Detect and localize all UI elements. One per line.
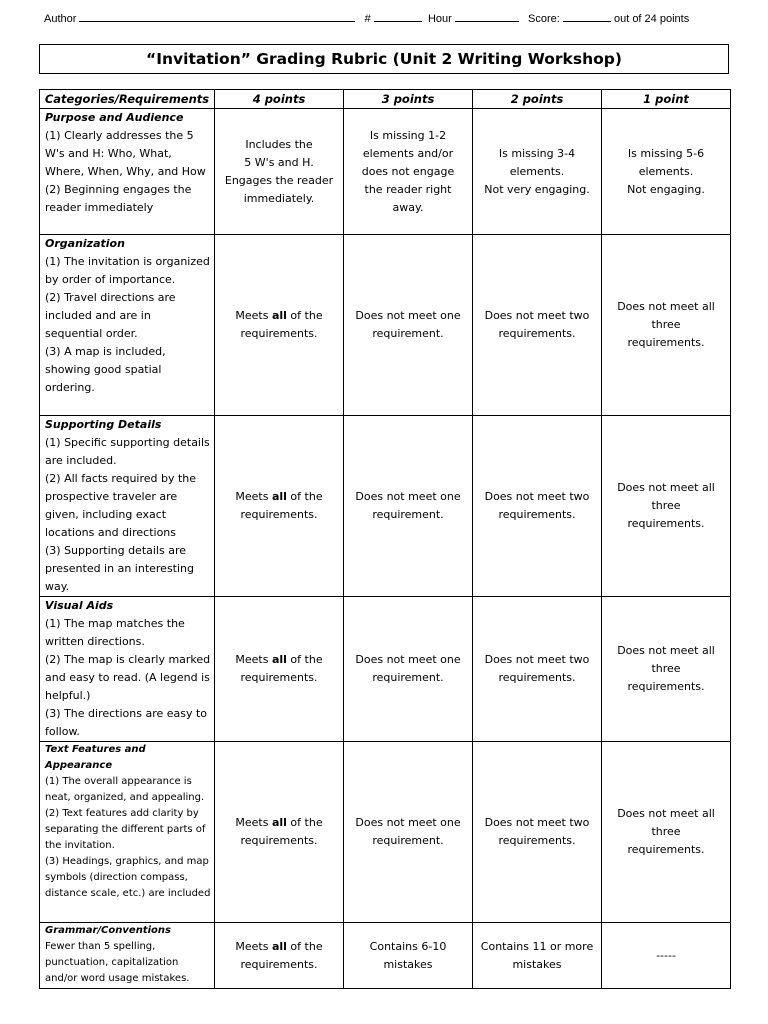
cell-text: three (651, 499, 681, 512)
score-blank[interactable] (563, 11, 611, 22)
cell-text: Does not meet all (617, 300, 715, 313)
cell-text: Does not meet all (617, 807, 715, 820)
cell-text-bold: all (271, 653, 287, 666)
table-row (40, 235, 731, 416)
cell-text-bold: all (271, 816, 287, 829)
requirement-item: (2) Text features add clarity by separating the different parts of the invitation. (45, 808, 206, 851)
requirement-item: (2) Beginning engages the reader immediately (45, 183, 192, 214)
requirements-cell (40, 235, 215, 416)
requirements-cell (40, 416, 215, 597)
cell-text: requirements. (498, 671, 576, 684)
score-cell-1-point (602, 923, 731, 989)
cell-text: Contains 6-10 (369, 939, 447, 953)
cell-text: Is missing 1-2 (369, 128, 447, 142)
score-cell-2-points (473, 597, 602, 742)
score-cell-2-points (473, 109, 602, 235)
cell-text: Does not meet two (484, 309, 590, 322)
score-cell-4-points (215, 416, 344, 597)
requirement-item: (1) Clearly addresses the 5 W's and H: Who, What, Where, When, Why, and How (45, 129, 206, 178)
requirement-item: (2) All facts required by the prospective traveler are given, including exact locations and directions (45, 472, 197, 539)
cell-text: of the requirements. (240, 816, 323, 847)
cell-text: mistakes (512, 957, 562, 971)
cell-text: requirement. (372, 671, 444, 684)
cell-text: Does not meet two (484, 816, 590, 829)
cell-text: Does not meet one (355, 490, 461, 503)
cell-text: of the requirements. (240, 490, 323, 521)
column-header-4-points: 4 points (215, 90, 344, 109)
cell-text: Does not meet two (484, 490, 590, 503)
cell-text: of the requirements. (240, 939, 323, 971)
cell-text: Meets (235, 816, 272, 829)
cell-text: mistakes (383, 957, 433, 971)
cell-text: ----- (656, 948, 676, 962)
table-row (40, 416, 731, 597)
score-suffix: out of 24 points (613, 13, 690, 25)
author-label: Author (44, 13, 77, 25)
cell-text: Meets (235, 653, 272, 666)
cell-text: Not engaging. (627, 182, 705, 196)
requirements-cell (40, 923, 215, 989)
category-name: Text Features and Appearance (45, 744, 146, 771)
requirement-item: (1) The map matches the written directions. (45, 617, 185, 648)
table-row (40, 597, 731, 742)
cell-text: Meets (235, 309, 272, 322)
table-row (40, 109, 731, 235)
score-cell-3-points (344, 109, 473, 235)
score-cell-2-points (473, 742, 602, 923)
requirement-item: (3) Supporting details are presented in an interesting way. (45, 544, 195, 593)
category-name: Organization (45, 237, 125, 250)
cell-text: requirements. (498, 508, 576, 521)
requirement-item: (3) The directions are easy to follow. (45, 707, 208, 738)
cell-text: 5 W's and H. (244, 155, 314, 169)
author-blank[interactable] (79, 11, 355, 22)
table-row (40, 742, 731, 923)
cell-text: Does not meet one (355, 653, 461, 666)
cell-text: immediately. (243, 191, 315, 205)
score-cell-3-points (344, 923, 473, 989)
header-row (40, 90, 731, 109)
hour-blank[interactable] (455, 11, 519, 22)
cell-text: elements. (509, 164, 565, 178)
score-cell-1-point (602, 235, 731, 416)
score-cell-1-point (602, 742, 731, 923)
cell-text: Not very engaging. (484, 182, 590, 196)
cell-text-bold: all (271, 939, 287, 953)
cell-text: three (651, 662, 681, 675)
score-cell-4-points (215, 109, 344, 235)
cell-text: Meets (235, 490, 272, 503)
score-cell-4-points (215, 597, 344, 742)
number-label: # (364, 13, 371, 25)
column-header-1-point: 1 point (602, 90, 731, 109)
category-name: Supporting Details (45, 418, 162, 431)
hour-label: Hour (427, 13, 452, 25)
cell-text: three (651, 318, 681, 331)
score-cell-3-points (344, 742, 473, 923)
requirements-cell (40, 742, 215, 923)
cell-text: of the requirements. (240, 309, 323, 340)
cell-text: Does not meet one (355, 309, 461, 322)
cell-text: requirements. (498, 834, 576, 847)
score-cell-4-points (215, 923, 344, 989)
cell-text-bold: all (271, 490, 287, 503)
cell-text: Contains 11 or more (480, 939, 594, 953)
cell-text: Does not meet one (355, 816, 461, 829)
cell-text: requirement. (372, 327, 444, 340)
requirement-item: (3) A map is included, showing good spatial ordering. (45, 345, 166, 394)
score-label: Score: (528, 13, 560, 25)
cell-text: away. (392, 200, 424, 214)
cell-text: requirements. (627, 336, 705, 349)
score-cell-3-points (344, 235, 473, 416)
cell-text: requirements. (498, 327, 576, 340)
number-blank[interactable] (374, 11, 422, 22)
category-name: Purpose and Audience (45, 111, 184, 124)
score-cell-2-points (473, 235, 602, 416)
cell-text: Is missing 5-6 (627, 146, 705, 160)
rubric-table (39, 89, 731, 989)
column-header-categories: Categories/Requirements (40, 90, 215, 109)
requirements-cell (40, 597, 215, 742)
cell-text: requirement. (372, 834, 444, 847)
cell-text: Meets (235, 939, 272, 953)
cell-text: requirement. (372, 508, 444, 521)
score-cell-1-point (602, 416, 731, 597)
score-cell-3-points (344, 597, 473, 742)
cell-text: Does not meet two (484, 653, 590, 666)
cell-text: requirements. (627, 680, 705, 693)
cell-text: Does not meet all (617, 644, 715, 657)
requirement-item: (2) The map is clearly marked and easy to read. (A legend is helpful.) (45, 653, 211, 702)
score-cell-2-points (473, 416, 602, 597)
cell-text: requirements. (627, 517, 705, 530)
column-header-3-points: 3 points (344, 90, 473, 109)
requirement-item: (2) Travel directions are included and are in sequential order. (45, 291, 176, 340)
cell-text: requirements. (627, 843, 705, 856)
score-cell-4-points (215, 235, 344, 416)
cell-text: Is missing 3-4 (498, 146, 576, 160)
cell-text: Includes the (245, 137, 313, 151)
cell-text-bold: all (271, 309, 287, 322)
requirement-item: (3) Headings, graphics, and map symbols (direction compass, distance scale, etc.) are included (45, 856, 211, 899)
requirement-item: Fewer than 5 spelling, punctuation, capitalization and/or word usage mistakes. (45, 941, 190, 984)
score-cell-1-point (602, 597, 731, 742)
category-name: Grammar/Conventions (45, 925, 171, 936)
table-row (40, 923, 731, 989)
requirements-cell (40, 109, 215, 235)
category-name: Visual Aids (45, 599, 114, 612)
score-cell-3-points (344, 416, 473, 597)
cell-text: elements and/or (362, 146, 454, 160)
score-cell-1-point (602, 109, 731, 235)
score-cell-4-points (215, 742, 344, 923)
requirement-item: (1) The invitation is organized by order of importance. (45, 255, 210, 286)
cell-text: does not engage (361, 164, 455, 178)
cell-text: the reader right (364, 182, 452, 196)
cell-text: three (651, 825, 681, 838)
requirement-item: (1) Specific supporting details are included. (45, 436, 210, 467)
cell-text: elements. (638, 164, 694, 178)
cell-text: Engages the reader (224, 173, 334, 187)
cell-text: of the requirements. (240, 653, 323, 684)
rubric-title: “Invitation” Grading Rubric (Unit 2 Writing Workshop) (39, 44, 729, 74)
header-line (44, 11, 724, 25)
cell-text: Does not meet all (617, 481, 715, 494)
column-header-2-points: 2 points (473, 90, 602, 109)
score-cell-2-points (473, 923, 602, 989)
requirement-item: (1) The overall appearance is neat, organized, and appealing. (45, 776, 205, 803)
